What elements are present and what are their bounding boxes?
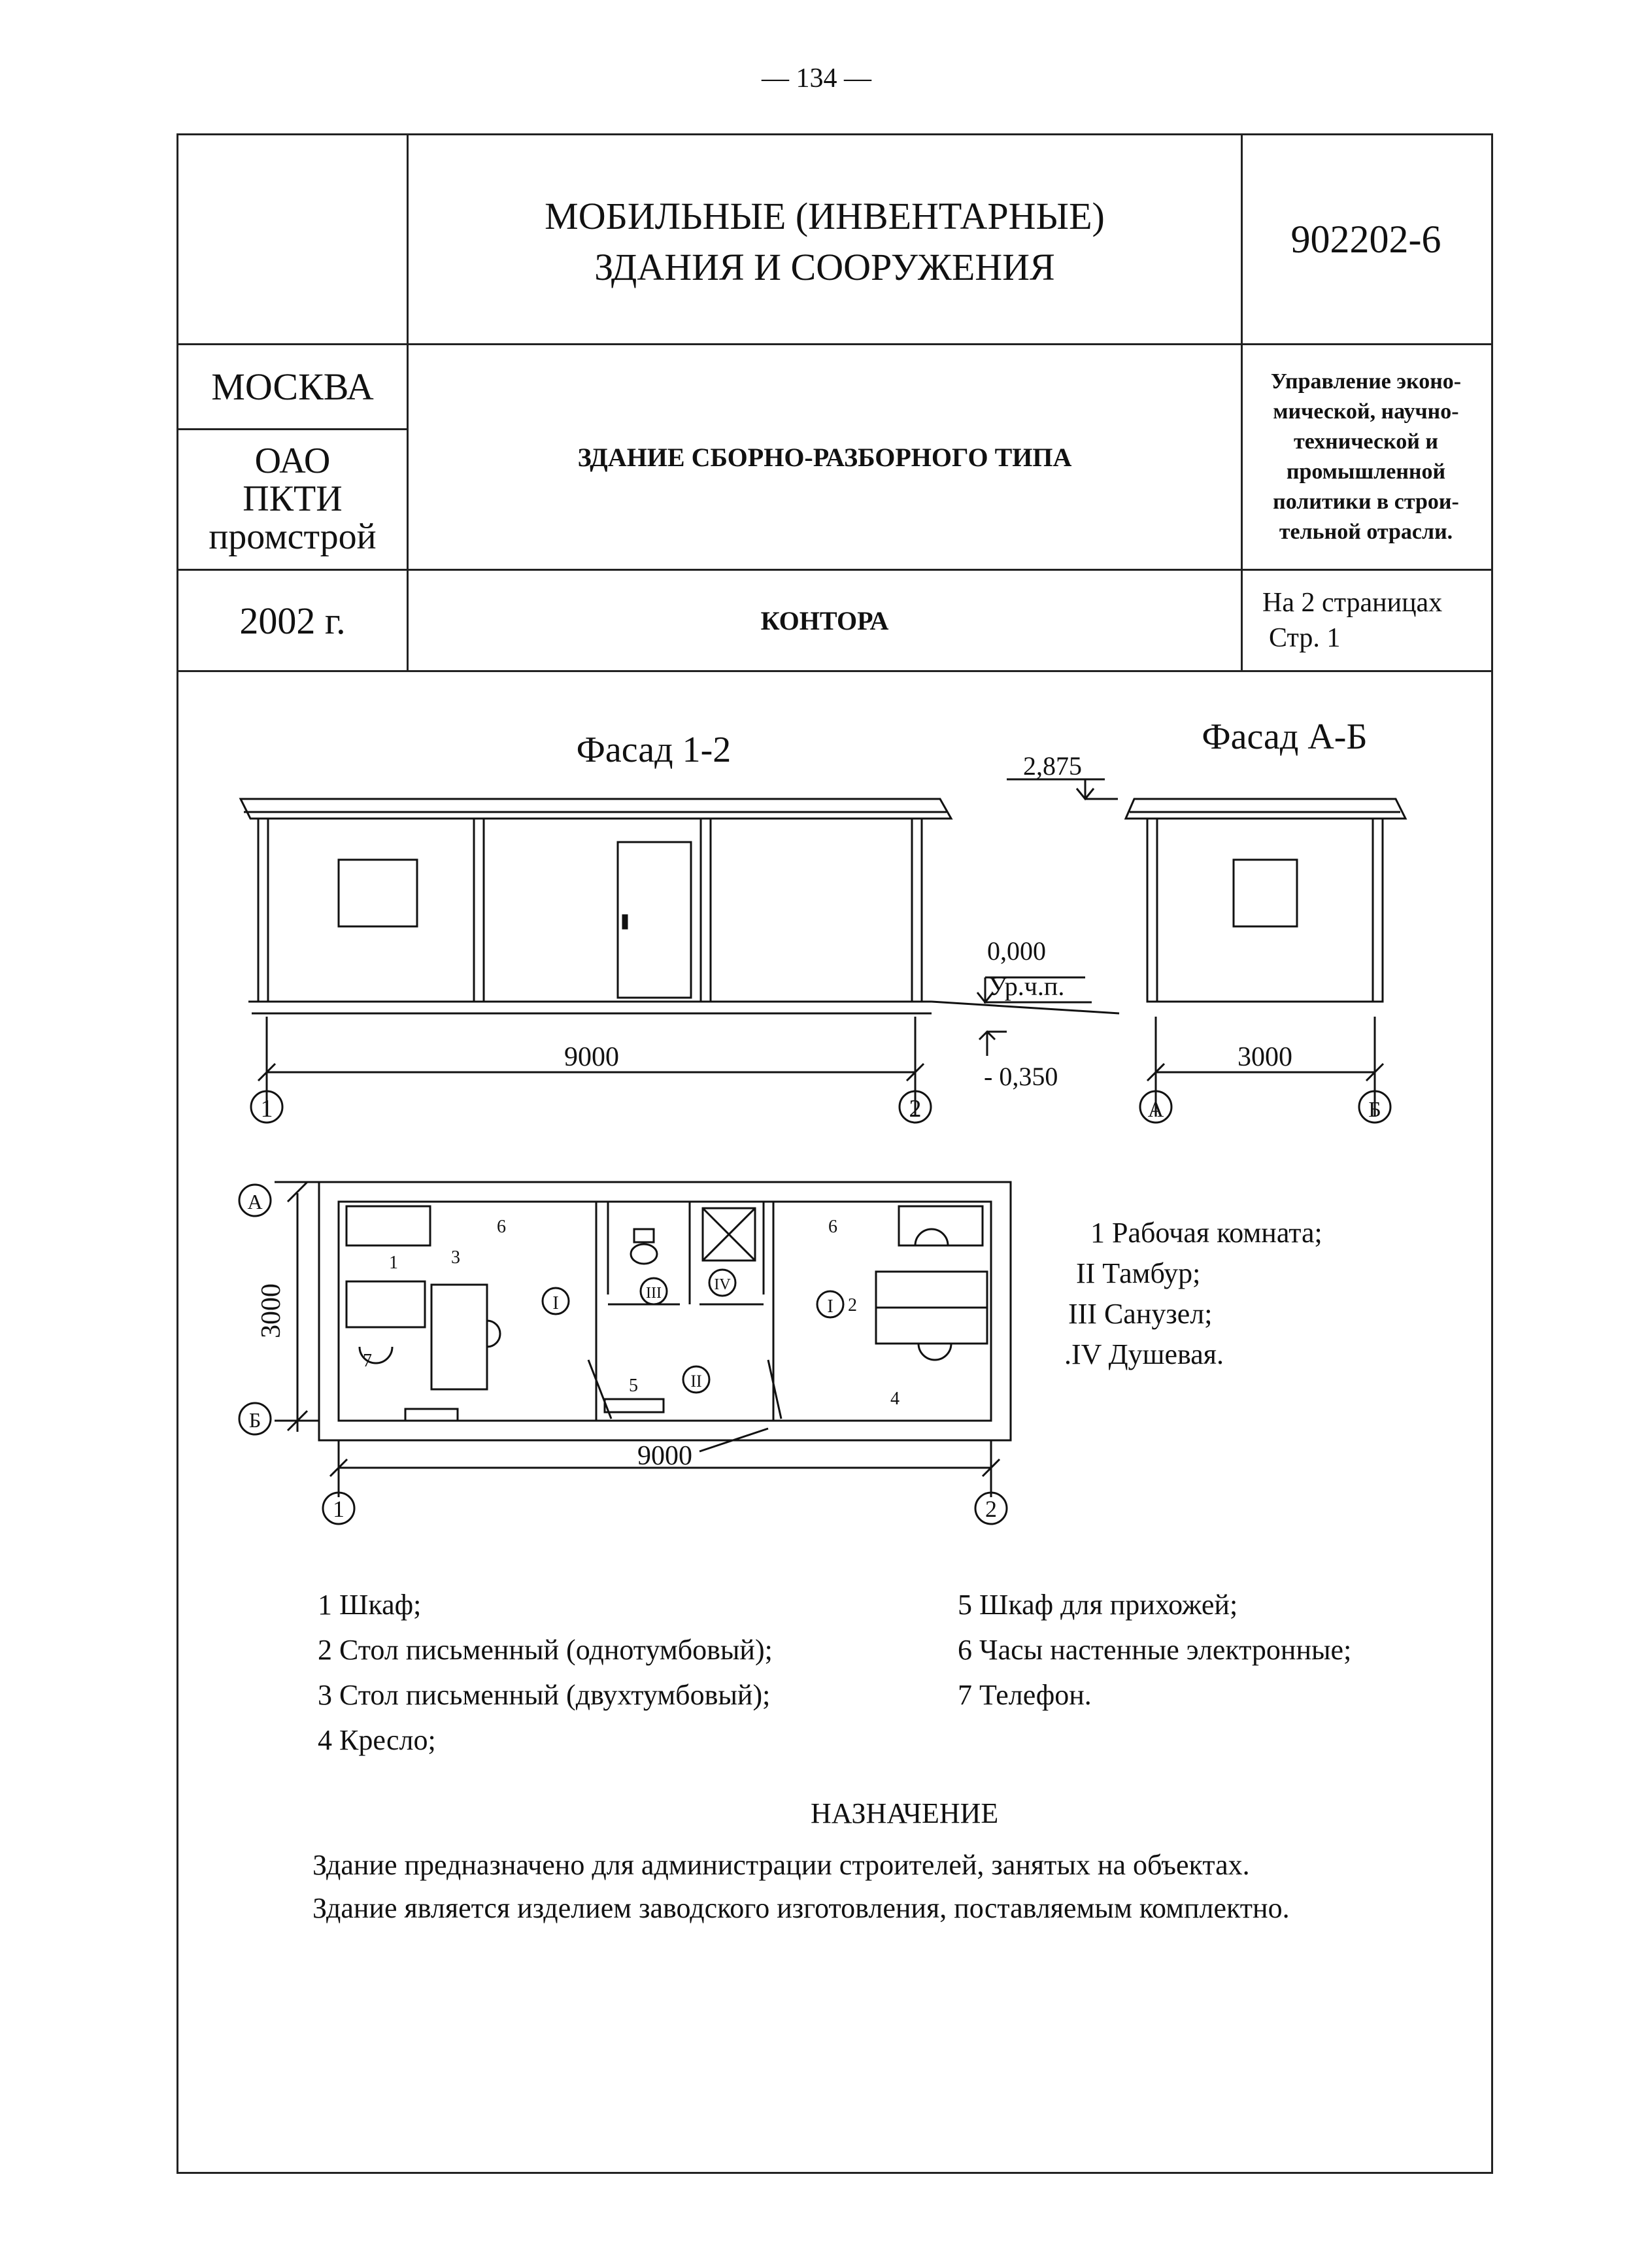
elevation-marks xyxy=(977,779,1118,1056)
subject: ЗДАНИЕ СБОРНО-РАЗБОРНОГО ТИПА xyxy=(577,442,1072,472)
plan-dimension-length: 9000 xyxy=(637,1441,692,1471)
organization-line-2: ПКТИ xyxy=(243,478,343,519)
page-count-line-1: На 2 страницах xyxy=(1262,588,1443,618)
item-label: 3 xyxy=(451,1247,460,1268)
plan-axis-a-label: А xyxy=(247,1190,263,1213)
axis-1-label: 1 xyxy=(260,1095,273,1123)
floor-level-label: Ур.ч.п. xyxy=(988,972,1065,1001)
floor-plan xyxy=(239,1182,1011,1524)
axis-a-label: А xyxy=(1147,1098,1164,1122)
axis-b-label: Б xyxy=(1368,1098,1381,1122)
series-title-line-2: ЗДАНИЯ И СООРУЖЕНИЯ xyxy=(594,246,1055,288)
page-number: — 134 — xyxy=(762,63,871,93)
items-legend-item: 6 Часы настенные электронные; xyxy=(958,1634,1352,1666)
purpose-line-2: Здание является изделием заводского изготовления, поставляемым комплектно. xyxy=(312,1892,1290,1924)
items-legend-item: 1 Шкаф; xyxy=(318,1589,422,1621)
facade-a-b-title: Фасад А-Б xyxy=(1202,717,1368,757)
purpose-text xyxy=(312,1844,1290,1930)
facade-a-b xyxy=(1126,799,1406,1123)
document-code: 902202-6 xyxy=(1290,217,1441,261)
purpose-title: НАЗНАЧЕНИЕ xyxy=(811,1797,999,1829)
series-title-line-1: МОБИЛЬНЫЕ (ИНВЕНТАРНЫЕ) xyxy=(545,195,1105,237)
room-label-iv: IV xyxy=(714,1276,731,1293)
item-label: 6 xyxy=(497,1217,506,1237)
dimension-length: 9000 xyxy=(564,1042,619,1072)
item-label: 1 xyxy=(389,1253,398,1273)
department-line: политики в строи- xyxy=(1273,490,1459,514)
rooms-legend xyxy=(1064,1213,1322,1375)
year: 2002 г. xyxy=(239,599,346,642)
city: МОСКВА xyxy=(211,365,374,408)
organization-line-3: промстрой xyxy=(209,516,377,557)
items-legend-item: 3 Стол письменный (двухтумбовый); xyxy=(318,1679,771,1711)
elevation-zero: 0,000 xyxy=(987,936,1046,966)
plan-dimension-width: 3000 xyxy=(256,1283,286,1338)
rooms-legend-item: 1 Рабочая комната; xyxy=(1090,1217,1322,1249)
room-label-i: I xyxy=(552,1293,559,1313)
object-name: КОНТОРА xyxy=(760,605,889,635)
axis-2-label: 2 xyxy=(909,1095,922,1123)
plan-axis-b-label: Б xyxy=(248,1408,261,1432)
department-line: тельной отрасли. xyxy=(1279,520,1453,544)
department-line: промышленной xyxy=(1286,460,1446,484)
organization-line-1: ОАО xyxy=(254,440,331,481)
items-legend-item: 5 Шкаф для прихожей; xyxy=(958,1589,1238,1621)
rooms-legend-item: .IV Душевая. xyxy=(1064,1338,1224,1370)
department-line: Управление эконо- xyxy=(1270,369,1462,394)
items-legend-item: 2 Стол письменный (однотумбовый); xyxy=(318,1634,773,1666)
purpose-line-1: Здание предназначено для администрации строителей, занятых на объектах. xyxy=(312,1849,1250,1881)
items-legend-right xyxy=(958,1582,1351,1718)
room-label-iii: III xyxy=(646,1285,662,1302)
department-line: мической, научно- xyxy=(1273,399,1459,424)
item-label: 2 xyxy=(848,1295,857,1315)
elevation-bottom: - 0,350 xyxy=(984,1062,1058,1091)
facade-1-2-title: Фасад 1-2 xyxy=(576,730,732,770)
items-legend-item: 4 Кресло; xyxy=(318,1724,436,1756)
dimension-width: 3000 xyxy=(1237,1042,1292,1072)
items-legend-item: 7 Телефон. xyxy=(958,1679,1092,1711)
page-count-line-2: Стр. 1 xyxy=(1269,623,1341,653)
department-line: технической и xyxy=(1294,430,1438,454)
plan-axis-2-label: 2 xyxy=(985,1496,997,1522)
rooms-legend-item: III Санузел; xyxy=(1068,1298,1213,1330)
item-label: 7 xyxy=(363,1351,372,1371)
rooms-legend-item: II Тамбур; xyxy=(1076,1257,1201,1289)
room-label-i-right: I xyxy=(827,1296,833,1317)
room-label-ii: II xyxy=(690,1372,702,1391)
items-legend-left xyxy=(318,1582,773,1763)
item-label: 6 xyxy=(828,1217,837,1237)
item-label: 4 xyxy=(890,1389,900,1409)
elevation-top: 2,875 xyxy=(1023,751,1082,781)
item-label: 5 xyxy=(629,1376,638,1396)
plan-axis-1-label: 1 xyxy=(333,1496,345,1522)
